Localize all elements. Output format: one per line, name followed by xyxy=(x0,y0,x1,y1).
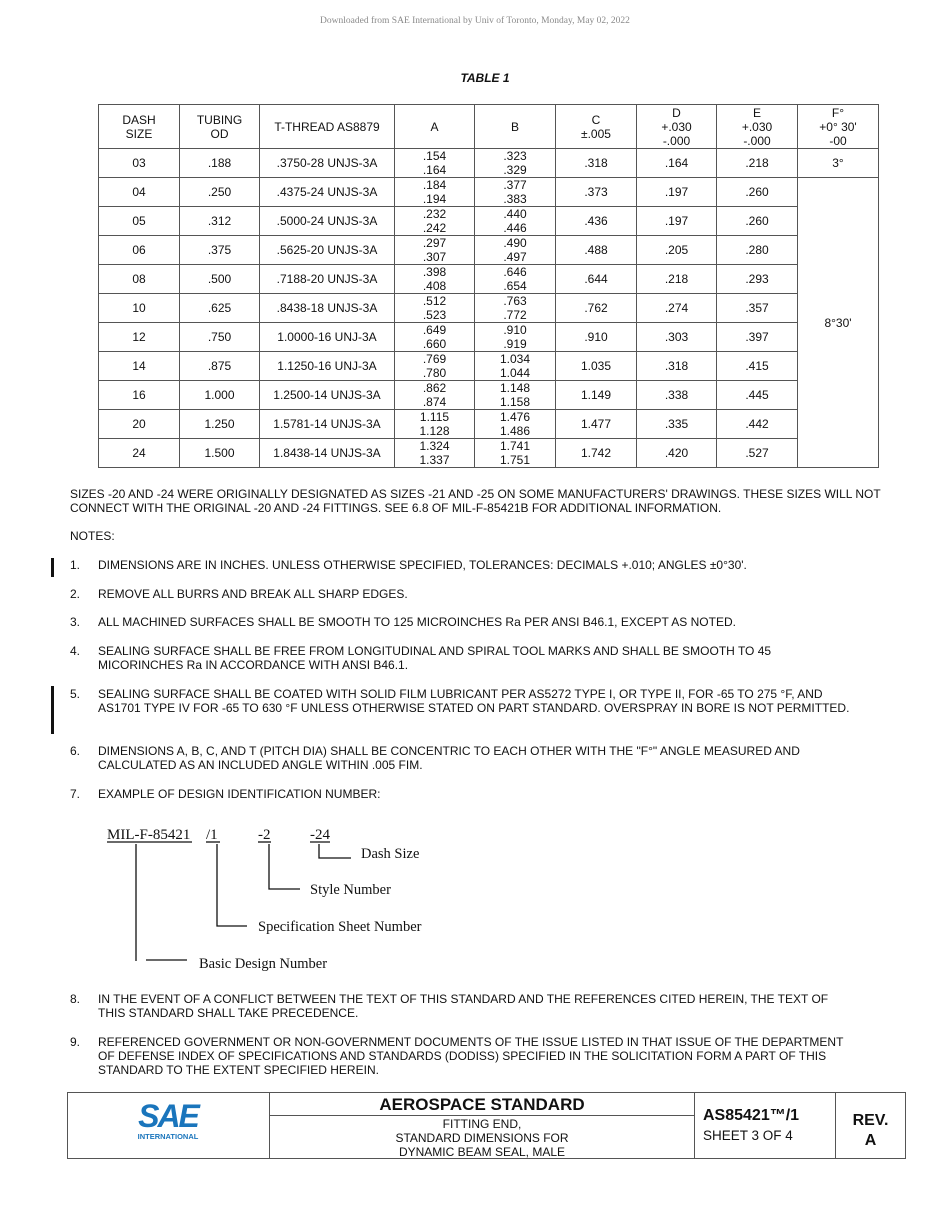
cell-value: 1.337 xyxy=(419,453,450,467)
cell-value: 1.486 xyxy=(499,424,531,438)
cell-value: .184 xyxy=(422,178,447,192)
cell-value: .649 xyxy=(422,323,447,337)
cell-value: .910 xyxy=(503,323,527,337)
table-cell xyxy=(180,410,260,439)
cell-value: .303 xyxy=(664,330,689,344)
table-cell xyxy=(180,323,260,352)
table-cell xyxy=(395,149,475,178)
table-cell xyxy=(475,178,556,207)
note-text: IN THE EVENT OF A CONFLICT BETWEEN THE TEXT OF THIS STANDARD AND THE REFERENCES CITED HEREIN, THE TEXT OF THIS STANDARD SHALL TAKE PRECEDENCE. xyxy=(98,992,829,1020)
table-cell xyxy=(395,207,475,236)
column-header xyxy=(717,105,798,149)
revision-cell xyxy=(836,1093,905,1158)
cell-value: 1.034 xyxy=(499,352,531,366)
table-cell xyxy=(260,352,395,381)
table-cell xyxy=(99,149,180,178)
table-cell xyxy=(475,439,556,468)
cell-value: 1.0000-16 UNJ-3A xyxy=(277,330,377,344)
cell-value: .373 xyxy=(584,185,608,199)
table-cell xyxy=(260,149,395,178)
table-cell xyxy=(180,265,260,294)
table-cell xyxy=(260,381,395,410)
cell-value: .194 xyxy=(422,192,447,206)
note-number: 3. xyxy=(70,615,81,629)
table-row xyxy=(99,381,879,410)
table-cell xyxy=(180,439,260,468)
table-cell xyxy=(556,294,637,323)
cell-value: .497 xyxy=(503,250,527,264)
note-text: REMOVE ALL BURRS AND BREAK ALL SHARP EDGES. xyxy=(98,587,408,601)
sae-logo-subtext: INTERNATIONAL xyxy=(137,1132,199,1141)
sae-logo-text: SAE xyxy=(138,1098,198,1134)
table-cell xyxy=(99,410,180,439)
table-cell xyxy=(180,149,260,178)
cell-value: .377 xyxy=(503,178,527,192)
cell-value: .772 xyxy=(503,308,527,322)
table-cell xyxy=(395,323,475,352)
table-row xyxy=(99,178,879,207)
table-cell xyxy=(717,381,798,410)
cell-value: .910 xyxy=(584,330,608,344)
cell-value: 1.741 xyxy=(499,439,531,453)
cell-value: .398 xyxy=(422,265,447,279)
cell-value: .646 xyxy=(503,265,527,279)
cell-value: .197 xyxy=(664,185,689,199)
table-cell xyxy=(717,207,798,236)
table-row xyxy=(99,439,879,468)
cell-value: .919 xyxy=(503,337,527,351)
cell-value: .293 xyxy=(745,272,769,286)
cell-value: .408 xyxy=(422,279,447,293)
table-cell xyxy=(395,410,475,439)
cell-value: 16 xyxy=(132,388,146,402)
table-cell xyxy=(556,236,637,265)
table-cell xyxy=(99,352,180,381)
cell-value: .763 xyxy=(503,294,527,308)
cell-value: .280 xyxy=(745,243,769,257)
cell-value: 12 xyxy=(132,330,146,344)
table-cell xyxy=(475,410,556,439)
revision-bar xyxy=(51,558,54,577)
revision-value: A xyxy=(864,1132,877,1149)
cell-value: .660 xyxy=(422,337,447,351)
table-cell xyxy=(717,294,798,323)
table-cell xyxy=(717,352,798,381)
table-cell xyxy=(717,410,798,439)
note-text: DIMENSIONS A, B, C, AND T (PITCH DIA) SHALL BE CONCENTRIC TO EACH OTHER WITH THE "F°" ANGLE MEASURED AND CALCULATED AS AN INCLUDED ANGLE WITHIN .005 FIM. xyxy=(98,744,800,772)
column-header-line: T-THREAD AS8879 xyxy=(274,119,380,134)
cell-value: .488 xyxy=(584,243,608,257)
title-block xyxy=(67,1092,906,1159)
note-number: 9. xyxy=(70,1035,81,1049)
cell-value: 06 xyxy=(132,243,146,257)
table-cell xyxy=(475,381,556,410)
code-sheet: /1 xyxy=(206,827,218,843)
cell-value: .500 xyxy=(207,272,232,286)
document-number: AS85421™/1 xyxy=(703,1107,800,1124)
table-cell xyxy=(637,410,717,439)
table-cell xyxy=(637,265,717,294)
note-text: EXAMPLE OF DESIGN IDENTIFICATION NUMBER: xyxy=(98,787,381,801)
table-cell xyxy=(637,381,717,410)
table-cell xyxy=(556,323,637,352)
cell-value: 1.2500-14 UNJS-3A xyxy=(273,388,381,402)
cell-value: 1.149 xyxy=(580,388,612,402)
code-dash: -24 xyxy=(310,827,330,843)
column-header xyxy=(637,105,717,149)
cell-value: .512 xyxy=(422,294,447,308)
cell-value: .218 xyxy=(745,156,769,170)
column-header xyxy=(260,105,395,149)
cell-value: 20 xyxy=(132,417,146,431)
cell-value: .3750-28 UNJS-3A xyxy=(276,156,378,170)
table-cell xyxy=(260,439,395,468)
table-row xyxy=(99,149,879,178)
cell-value: .375 xyxy=(207,243,232,257)
cell-value: .523 xyxy=(422,308,447,322)
table-cell xyxy=(637,294,717,323)
table-cell xyxy=(180,352,260,381)
table-cell xyxy=(637,149,717,178)
cell-value: 1.742 xyxy=(580,446,612,460)
cell-value: 05 xyxy=(132,214,146,228)
column-header-line: D xyxy=(672,105,681,120)
table-cell xyxy=(395,439,475,468)
cell-value: 1.148 xyxy=(499,381,531,395)
table-header-row xyxy=(99,105,879,149)
table-cell xyxy=(637,207,717,236)
cell-value: .242 xyxy=(422,221,447,235)
cell-value: .4375-24 UNJS-3A xyxy=(276,185,378,199)
table-cell xyxy=(260,236,395,265)
table-row xyxy=(99,207,879,236)
column-header xyxy=(475,105,556,149)
subtitle-line: STANDARD DIMENSIONS FOR xyxy=(395,1131,569,1145)
table-cell xyxy=(475,207,556,236)
column-header-line: +.030 xyxy=(661,119,692,134)
note-number: 1. xyxy=(70,558,81,572)
column-header-line: F° xyxy=(831,105,845,120)
cell-value: 03 xyxy=(132,156,146,170)
note-number: 6. xyxy=(70,744,81,758)
table-cell xyxy=(717,265,798,294)
cell-value: .762 xyxy=(584,301,608,315)
table-cell xyxy=(99,323,180,352)
table-cell xyxy=(717,149,798,178)
cell-value: .445 xyxy=(745,388,769,402)
table-cell xyxy=(556,352,637,381)
column-header-line: B xyxy=(510,119,519,134)
cell-value: .654 xyxy=(503,279,527,293)
table-cell xyxy=(637,236,717,265)
table-cell xyxy=(475,323,556,352)
cell-value: .440 xyxy=(503,207,527,221)
logo-cell xyxy=(68,1093,270,1158)
table-cell xyxy=(637,178,717,207)
table-cell xyxy=(260,178,395,207)
cell-value: .232 xyxy=(422,207,447,221)
cell-value: .415 xyxy=(745,359,769,373)
table-cell xyxy=(395,265,475,294)
column-header-line: -.000 xyxy=(743,133,771,148)
cell-value: 1.044 xyxy=(499,366,531,380)
code-base: MIL-F-85421 xyxy=(107,827,191,843)
cell-value: 1.477 xyxy=(580,417,612,431)
cell-value: .436 xyxy=(584,214,608,228)
table-cell xyxy=(99,236,180,265)
table-cell xyxy=(717,439,798,468)
table-cell xyxy=(475,352,556,381)
table-row xyxy=(99,352,879,381)
cell-value: .260 xyxy=(745,214,769,228)
note-number: 2. xyxy=(70,587,81,601)
revision-bar xyxy=(51,686,54,734)
table-cell xyxy=(99,178,180,207)
table-cell xyxy=(99,294,180,323)
cell-value: .338 xyxy=(664,388,689,402)
note-number: 4. xyxy=(70,644,81,658)
column-header-line: E xyxy=(752,105,761,120)
note-text: ALL MACHINED SURFACES SHALL BE SMOOTH TO 125 MICROINCHES Ra PER ANSI B46.1, EXCEPT AS NOTED. xyxy=(98,615,736,629)
column-header-line: C xyxy=(591,112,601,127)
note-number: 8. xyxy=(70,992,81,1006)
cell-value: .297 xyxy=(422,236,447,250)
table-row xyxy=(99,265,879,294)
cell-value: .307 xyxy=(422,250,447,264)
table-title: TABLE 1 xyxy=(460,71,510,85)
table-cell xyxy=(180,207,260,236)
cell-value: .323 xyxy=(503,149,527,163)
column-header-line: -.000 xyxy=(662,133,691,148)
table-cell xyxy=(556,178,637,207)
cell-value: 1.5781-14 UNJS-3A xyxy=(273,417,381,431)
table-cell-f-merged: 8°30' xyxy=(798,178,879,468)
standard-title: AEROSPACE STANDARD xyxy=(270,1093,694,1116)
table-cell xyxy=(637,323,717,352)
table-cell xyxy=(717,236,798,265)
cell-value: .318 xyxy=(584,156,608,170)
table-row xyxy=(99,410,879,439)
cell-value: .205 xyxy=(664,243,689,257)
cell-value: .769 xyxy=(422,352,447,366)
table-cell xyxy=(475,236,556,265)
column-header xyxy=(99,105,180,149)
dimensions-table xyxy=(98,104,879,468)
cell-value: .312 xyxy=(207,214,232,228)
table-row xyxy=(99,236,879,265)
download-watermark: Downloaded from SAE International by Univ of Toronto, Monday, May 02, 2022 xyxy=(320,16,630,26)
column-header xyxy=(798,105,879,149)
cell-value: 1.128 xyxy=(419,424,450,438)
cell-value: .274 xyxy=(664,301,689,315)
table-cell xyxy=(717,178,798,207)
cell-value: .875 xyxy=(207,359,232,373)
table-cell xyxy=(556,439,637,468)
cell-value: .383 xyxy=(503,192,527,206)
cell-value: 08 xyxy=(132,272,146,286)
table-cell xyxy=(395,178,475,207)
cell-value: .397 xyxy=(745,330,769,344)
label-style-number: Style Number xyxy=(310,882,391,898)
table-cell xyxy=(99,439,180,468)
cell-value: 1.115 xyxy=(419,410,450,424)
note-text: REFERENCED GOVERNMENT OR NON-GOVERNMENT DOCUMENTS OF THE ISSUE LISTED IN THAT ISSUE OF THE DEPARTMENT OF DEFENSE INDEX OF SPECIFICATIONS AND STANDARDS (DODISS) SPECIFIED IN THE SOLICITATION FORM A PART OF THIS STANDARD TO THE EXTENT SPECIFIED HEREIN. xyxy=(98,1035,844,1077)
standard-title-cell xyxy=(270,1093,695,1158)
cell-value: .335 xyxy=(664,417,689,431)
note-text: SEALING SURFACE SHALL BE COATED WITH SOLID FILM LUBRICANT PER AS5272 TYPE I, OR TYPE II, FOR -65 TO 275 °F, AND AS1701 TYPE IV FOR -65 TO 630 °F UNLESS OTHERWISE STATED ON PART STANDARD. OVERSPRAY IN BORE IS NOT PERMITTED. xyxy=(98,687,850,715)
cell-value: .164 xyxy=(422,163,447,177)
subtitle-line: FITTING END, xyxy=(442,1117,522,1131)
column-header-line: +.030 xyxy=(741,119,773,134)
table-row xyxy=(99,323,879,352)
cell-value: 10 xyxy=(132,301,146,315)
notes-heading: NOTES: xyxy=(70,529,115,543)
table-cell xyxy=(99,381,180,410)
table-cell xyxy=(260,207,395,236)
cell-value: .862 xyxy=(422,381,447,395)
code-style: -2 xyxy=(258,827,271,843)
cell-value: .218 xyxy=(664,272,689,286)
cell-value: 14 xyxy=(132,359,146,373)
cell-value: .357 xyxy=(745,301,769,315)
table-cell xyxy=(180,178,260,207)
note-text: DIMENSIONS ARE IN INCHES. UNLESS OTHERWISE SPECIFIED, TOLERANCES: DECIMALS +.010; ANGLES ±0°30'. xyxy=(98,558,747,572)
table-cell xyxy=(260,265,395,294)
column-header xyxy=(180,105,260,149)
table-cell xyxy=(180,236,260,265)
table-cell xyxy=(99,207,180,236)
table-cell xyxy=(637,352,717,381)
table-cell xyxy=(395,352,475,381)
cell-value: .446 xyxy=(503,221,527,235)
cell-value: .250 xyxy=(207,185,232,199)
cell-value: 1.8438-14 UNJS-3A xyxy=(273,446,381,460)
cell-value: 24 xyxy=(132,446,146,460)
column-header-line: DASH xyxy=(122,112,156,127)
cell-value: .750 xyxy=(207,330,232,344)
cell-value: .260 xyxy=(745,185,769,199)
cell-value: .197 xyxy=(664,214,689,228)
column-header-line: +0° 30' xyxy=(819,119,857,134)
column-header xyxy=(395,105,475,149)
cell-value: 1.035 xyxy=(580,359,612,373)
design-id-diagram xyxy=(100,822,480,982)
column-header-line: SIZE xyxy=(125,126,153,141)
table-cell xyxy=(637,439,717,468)
table-row xyxy=(99,294,879,323)
sizes-note: SIZES -20 AND -24 WERE ORIGINALLY DESIGNATED AS SIZES -21 AND -25 ON SOME MANUFACTURERS' DRAWINGS. THESE SIZES WILL NOT CONNECT WITH THE ORIGINAL -20 AND -24 FITTINGS. SEE 6.8 OF MIL-F-85421B FOR ADDITIONAL INFORMATION. xyxy=(70,487,881,515)
cell-value: .5625-20 UNJS-3A xyxy=(276,243,378,257)
table-cell xyxy=(475,149,556,178)
sae-logo xyxy=(68,1093,268,1158)
column-header-line: OD xyxy=(210,126,229,141)
standard-subtitle xyxy=(270,1117,694,1159)
cell-value: .490 xyxy=(503,236,527,250)
table-cell xyxy=(180,294,260,323)
label-dash-size: Dash Size xyxy=(361,846,420,862)
revision xyxy=(836,1111,905,1151)
table-cell xyxy=(395,236,475,265)
table-cell-f: 3° xyxy=(798,149,879,178)
label-basic-design: Basic Design Number xyxy=(199,956,328,972)
label-spec-sheet: Specification Sheet Number xyxy=(258,919,422,935)
table-cell xyxy=(556,265,637,294)
table-cell xyxy=(556,410,637,439)
cell-value: 1.476 xyxy=(499,410,531,424)
cell-value: .644 xyxy=(584,272,608,286)
cell-value: 1.000 xyxy=(204,388,235,402)
table-cell xyxy=(260,294,395,323)
table-cell xyxy=(395,294,475,323)
revision-label: REV. xyxy=(852,1112,889,1129)
table-cell xyxy=(475,265,556,294)
cell-value: .164 xyxy=(664,156,689,170)
table-cell xyxy=(260,410,395,439)
column-header-line: TUBING xyxy=(196,112,243,127)
note-text: SEALING SURFACE SHALL BE FREE FROM LONGITUDINAL AND SPIRAL TOOL MARKS AND SHALL BE SMOOTH TO 45 MICORINCHES Ra IN ACCORDANCE WITH ANSI B46.1. xyxy=(98,644,772,672)
cell-value: .318 xyxy=(664,359,689,373)
sheet-number: SHEET 3 OF 4 xyxy=(703,1128,793,1143)
table-cell xyxy=(99,265,180,294)
cell-value: .780 xyxy=(422,366,447,380)
table-cell xyxy=(556,149,637,178)
column-header-line: ±.005 xyxy=(581,126,611,141)
cell-value: 1.324 xyxy=(419,439,450,453)
note-number: 7. xyxy=(70,787,81,801)
cell-value: .329 xyxy=(503,163,527,177)
cell-value: .188 xyxy=(207,156,232,170)
table-cell xyxy=(475,294,556,323)
table-cell xyxy=(395,381,475,410)
column-header-line: -00 xyxy=(829,133,847,148)
table-cell xyxy=(556,207,637,236)
cell-value: 1.250 xyxy=(204,417,235,431)
cell-value: .442 xyxy=(745,417,769,431)
cell-value: .420 xyxy=(664,446,689,460)
column-header xyxy=(556,105,637,149)
cell-value: .625 xyxy=(207,301,232,315)
column-header-line: A xyxy=(430,119,439,134)
table-cell xyxy=(556,381,637,410)
cell-value: .527 xyxy=(745,446,769,460)
cell-value: .874 xyxy=(422,395,447,409)
subtitle-line: DYNAMIC BEAM SEAL, MALE xyxy=(398,1145,566,1159)
cell-value: 1.1250-16 UNJ-3A xyxy=(277,359,377,373)
table-cell xyxy=(180,381,260,410)
table-cell xyxy=(717,323,798,352)
cell-value: 1.158 xyxy=(499,395,531,409)
cell-value: .7188-20 UNJS-3A xyxy=(276,272,378,286)
cell-value: 1.751 xyxy=(499,453,531,467)
table-cell xyxy=(260,323,395,352)
cell-value: .5000-24 UNJS-3A xyxy=(276,214,378,228)
cell-value: 04 xyxy=(132,185,146,199)
note-number: 5. xyxy=(70,687,81,701)
cell-value: .8438-18 UNJS-3A xyxy=(276,301,378,315)
doc-number-cell xyxy=(695,1093,836,1158)
cell-value: .154 xyxy=(422,149,447,163)
cell-value: 1.500 xyxy=(204,446,235,460)
